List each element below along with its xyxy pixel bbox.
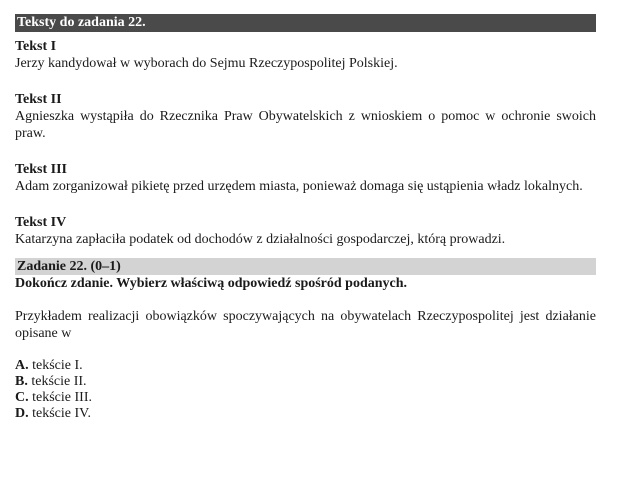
exam-page (15, 14, 596, 422)
text-block-3 (15, 161, 596, 195)
task-instruction: Dokończ zdanie. Wybierz właściwą odpowiedź spośród podanych. (15, 276, 408, 291)
answer-option-b[interactable] (15, 374, 596, 390)
option-text: tekście II. (31, 374, 87, 389)
text-block-4 (15, 214, 596, 248)
text-block-2 (15, 91, 596, 142)
answer-options (15, 358, 596, 422)
option-letter: B. (15, 374, 28, 389)
text-body: Katarzyna zapłaciła podatek od dochodów z działalności gospodarczej, którą prowadzi. (15, 232, 506, 247)
text-title: Tekst II (15, 92, 62, 107)
option-text: tekście I. (32, 358, 83, 373)
task-question: Przykładem realizacji obowiązków spoczywających na obywatelach Rzeczypospolitej jest działanie opisane w (15, 309, 596, 341)
text-title: Tekst III (15, 162, 68, 177)
answer-option-d[interactable] (15, 406, 596, 422)
option-letter: D. (15, 406, 29, 421)
answer-option-a[interactable] (15, 358, 596, 374)
text-body: Agnieszka wystąpiła do Rzecznika Praw Obywatelskich z wnioskiem o pomoc w ochronie swoich praw. (15, 109, 596, 141)
texts-section-header: Teksty do zadania 22. (15, 14, 596, 32)
text-body: Adam zorganizował pikietę przed urzędem miasta, ponieważ domaga się ustąpienia władz lokalnych. (15, 179, 583, 194)
option-letter: C. (15, 390, 29, 405)
option-text: tekście IV. (32, 406, 91, 421)
answer-option-c[interactable] (15, 390, 596, 406)
option-text: tekście III. (32, 390, 92, 405)
text-body: Jerzy kandydował w wyborach do Sejmu Rzeczypospolitej Polskiej. (15, 56, 398, 71)
option-letter: A. (15, 358, 29, 373)
text-title: Tekst IV (15, 215, 67, 230)
task-header: Zadanie 22. (0–1) (15, 258, 596, 275)
text-title: Tekst I (15, 39, 57, 54)
text-block-1 (15, 38, 596, 72)
